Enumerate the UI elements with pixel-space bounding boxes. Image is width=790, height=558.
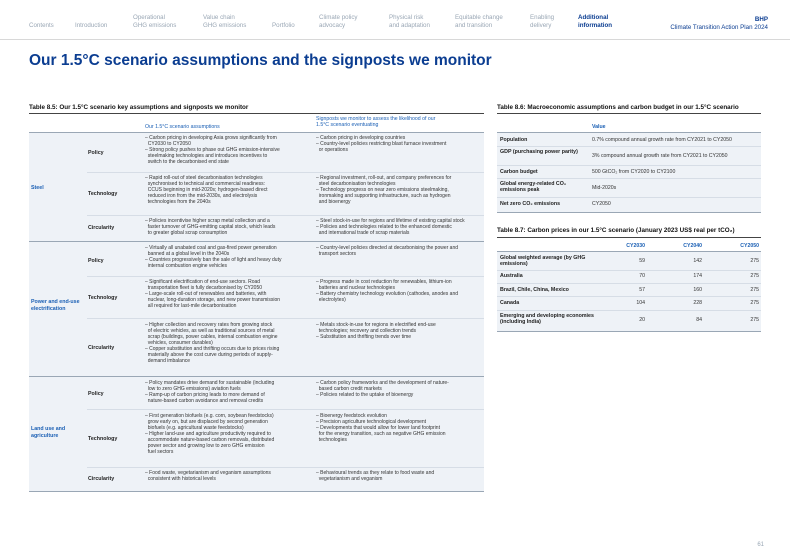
cell-line: transport sectors [316,251,357,258]
row-divider [87,409,484,410]
row-label: Net zero CO₂ emissions [500,201,561,207]
cell-line: to greater global scrap consumption [145,230,228,237]
row-divider [497,270,761,271]
table-rule [29,113,484,114]
row-value: 0.7% compound annual growth rate from CY2021 to CY2050 [592,137,732,143]
row-divider [497,146,761,147]
row-value: Mid-2020s [592,185,617,191]
cell-line: – Carbon policy frameworks and the development of nature- [316,380,449,386]
cell-line: or operations [316,147,348,154]
assumptions-cell [145,135,310,165]
cell-line: CCUS beginning in mid-2020s; hydrogen-based direct [145,187,268,194]
nav-item-value-chain-ghg[interactable] [203,14,246,29]
nav-item-enabling-delivery[interactable] [530,14,554,29]
nav-label: Physical risk [389,14,424,21]
page-number: 61 [757,542,764,548]
cell-value: 275 [750,273,759,279]
signposts-cell [316,413,486,443]
column-header-cy2040: CY2040 [683,243,702,249]
nav-label: Operational [133,14,165,21]
column-header-line: Signposts we monitor to assess the likelihood of our [316,116,436,122]
nav-label: GHG emissions [203,21,247,29]
cell-line: CY2030 to CY2050 [145,141,191,148]
cell-line: for the energy transition, such as negative GHG emission [316,431,446,438]
column-header-signposts [316,116,435,129]
cell-value: 160 [693,287,702,293]
category-steel: Steel [31,185,44,191]
column-header-line: 1.5°C scenario eventuating [316,122,379,129]
table-bottom [497,212,761,213]
row-label-technology: Technology [88,295,118,301]
nav-item-introduction[interactable] [75,22,107,30]
cell-line: – Battery chemistry technology evolution (cathodes, anodes and [316,291,459,298]
cell-line: nature-based carbon avoidance and removal credits [145,398,264,405]
row-value: 3% compound annual growth rate from CY2021 to CY2050 [592,153,728,159]
brand-block [670,16,768,31]
brand-name: BHP [754,16,768,23]
cell-line: – Virtually all unabated coal and gas-fired power generation [145,245,277,251]
cell-line: and bioenergy [316,199,351,206]
row-divider [87,172,484,173]
nav-label: Introduction [75,22,108,29]
row-divider [497,283,761,284]
cell-line: – Policies related to the uptake of bioenergy [316,392,414,399]
row-label: Carbon budget [500,169,538,175]
cell-line: low to zero GHG emissions) aviation fuels [145,386,241,393]
nav-label: Value chain [203,14,235,21]
cell-line: synchronised to technical and commercial readiness: [145,181,266,188]
cell-line: – Countries progressively ban the sale of light and heavy duty [145,257,282,264]
cell-value: 275 [750,300,759,306]
row-label: Global energy-related CO₂ emissions peak [500,181,567,194]
nav-item-physical-risk[interactable] [389,14,430,29]
cell-line: technologies from the 2040s [145,199,211,206]
signposts-cell [316,470,486,482]
group-divider [29,241,484,242]
assumptions-cell [145,175,310,205]
cell-value: 174 [693,273,702,279]
row-label: Global weighted average (by GHG emissions) [500,255,586,268]
cell-line: – Policies incentivise higher scrap metal collection and a [145,218,270,224]
cell-line: – Carbon pricing in developing countries [316,135,406,141]
nav-item-operational-ghg[interactable] [133,14,176,29]
cell-line: – Metals stock-in-use for regions in electrified end-use [316,322,436,328]
cell-line: – Bioenergy feedstock evolution [316,413,387,419]
cell-line: – Steel stock-in-use for regions and lifetime of existing capital stock [316,218,465,224]
cell-line: grow early on, but are displaced by second generation [145,419,268,426]
category-power: Power and end-use electrification [31,299,80,312]
cell-line: – First generation biofuels (e.g. corn, soybean feedstocks) [145,413,274,419]
nav-label: and adaptation [389,21,430,29]
assumptions-cell [145,322,310,364]
cell-value: 104 [636,300,645,306]
column-header-value: Value [592,124,606,130]
cell-line: power sector and growing low to zero GHG emission [145,443,265,450]
cell-line: banned at a global level in the 2040s [145,251,230,258]
row-divider [87,215,484,216]
cell-value: 57 [639,287,645,293]
cell-value: 275 [750,258,759,264]
cell-line: technologies [316,437,347,444]
cell-line: fuel sectors [145,449,174,456]
column-header-cy2030: CY2030 [626,243,645,249]
nav-item-equitable-change[interactable] [455,14,503,29]
row-divider [497,296,761,297]
row-value: 500 GtCO₂ from CY2020 to CY2100 [592,169,676,175]
cell-line: consistent with historical levels [145,476,216,483]
signposts-cell [316,380,486,398]
cell-line: – Substitution and thrifting trends over time [316,334,412,341]
nav-item-contents[interactable] [29,22,54,30]
cell-line: – Food waste, vegetarianism and veganism assumptions [145,470,271,476]
row-divider [497,178,761,179]
cell-line: of electric vehicles, as well as traditional sources of metal [145,328,275,335]
nav-label: delivery [530,21,552,29]
row-label-policy: Policy [88,391,104,397]
cell-line: – Regional investment, roll-out, and company preferences for [316,175,452,181]
row-label: Canada [500,300,520,306]
cell-line: – Country-level policies directed at decarbonising the power and [316,245,459,251]
assumptions-cell [145,245,310,269]
document-title: Climate Transition Action Plan 2024 [670,23,768,31]
cell-line: – Ramp-up of carbon pricing leads to more demand of [145,392,265,399]
table-8-6-title: Table 8.6: Macroeconomic assumptions and carbon budget in our 1.5°C scenario [497,104,739,111]
nav-label: advocacy [319,21,346,29]
row-label: Brazil, Chile, China, Mexico [500,287,569,293]
nav-label: information [578,21,613,29]
cell-line: ironmaking and supporting infrastructure, such as hydrogen [316,193,451,200]
cell-line: vehicles, consumer durables) [145,340,213,347]
row-label: GDP (purchasing power parity) [500,149,578,155]
table-rule [497,237,761,238]
cell-line: – Developments that would allow for lower land footprint [316,425,440,432]
cell-line: – Rapid roll-out of steel decarbonisation technologies [145,175,263,181]
cell-line: reduced iron from the mid-2030s, and electrolysis [145,193,258,200]
signposts-cell [316,218,486,236]
cell-line: – Technology progress on near zero emissions steelmaking, [316,187,449,194]
cell-line: – Progress made in cost reduction for renewables, lithium-ion [316,279,452,285]
cell-line: switch to the decarbonised end state [145,159,229,166]
cell-line: – Country-level policies restricting blast furnace investment [316,141,447,148]
category-land-use: Land use and agriculture [31,426,66,439]
nav-label: Climate policy [319,14,358,21]
cell-value: 275 [750,317,759,323]
row-label-circularity: Circularity [88,225,115,231]
group-divider [29,376,484,377]
cell-value: 70 [639,273,645,279]
row-label-policy: Policy [88,150,104,156]
cell-line: materially above the cost curve during periods of supply- [145,352,273,359]
cell-line: – Behavioural trends as they relate to food waste and [316,470,435,476]
top-navigation [0,0,790,40]
row-divider [497,310,761,311]
cell-line: internal combustion engine vehicles [145,263,227,270]
cell-line: – Large-scale roll-out of renewables and batteries, with [145,291,267,298]
cell-line: technologies; recovery and collection trends [316,328,417,335]
assumptions-cell [145,279,310,309]
nav-label: Additional [578,14,609,21]
signposts-cell [316,322,486,340]
page-title: Our 1.5°C scenario assumptions and the signposts we monitor [29,52,492,69]
cell-line: vegetarianism and veganism [316,476,383,483]
row-label-technology: Technology [88,436,118,442]
cell-value: 275 [750,287,759,293]
table-bottom [29,491,484,492]
table-rule [497,113,761,114]
column-header-assumptions: Our 1.5°C scenario assumptions [145,124,220,130]
assumptions-cell [145,218,310,236]
row-divider [87,276,484,277]
nav-label: Enabling [530,14,555,21]
cell-line: scrap (buildings, power cables, internal combustion engine [145,334,278,341]
cell-value: 142 [693,258,702,264]
row-label: Population [500,137,528,143]
row-label-circularity: Circularity [88,476,115,482]
cell-line: faster turnover of GHG-emitting capital stock, which leads [145,224,276,231]
cell-line: transportation fleet is fully decarbonised by CY2050 [145,285,263,292]
cell-value: 20 [639,317,645,323]
row-divider [87,318,484,319]
row-label: Emerging and developing economies (including India) [500,313,594,326]
cell-line: – Carbon pricing in developing Asia grows significantly from [145,135,277,141]
cell-line: biofuels (e.g. agricultural waste feedstocks) [145,425,244,432]
row-label: Australia [500,273,523,279]
cell-line: based carbon credit markets [316,386,382,393]
cell-value: 84 [696,317,702,323]
row-value: CY2050 [592,201,611,207]
row-label-technology: Technology [88,191,118,197]
nav-label: Equitable change [455,14,503,21]
row-label-circularity: Circularity [88,345,115,351]
assumptions-cell [145,470,310,482]
signposts-cell [316,245,486,257]
cell-line: accommodate nature-based carbon removals, distributed [145,437,275,444]
cell-line: and international trade of scrap materials [316,230,410,237]
signposts-cell [316,279,486,303]
row-divider [497,165,761,166]
nav-item-portfolio[interactable] [272,22,295,30]
cell-line: – Strong policy pushes to phase out GHG emission-intensive [145,147,280,154]
signposts-cell [316,175,486,205]
nav-label: Contents [29,22,54,29]
cell-line: electrolytes) [316,297,346,304]
cell-line: – Policies and technologies related to the enhanced domestic [316,224,452,231]
cell-value: 228 [693,300,702,306]
table-8-7-title: Table 8.7: Carbon prices in our 1.5°C scenario (January 2023 US$ real per tCO₂) [497,227,735,234]
column-header-cy2050: CY2050 [740,243,759,249]
signposts-cell [316,135,486,153]
nav-item-additional-information[interactable] [578,14,612,29]
nav-label: Portfolio [272,22,295,29]
cell-line: – Significant electrification of end-use sectors. Road [145,279,261,285]
cell-line: – Higher collection and recovery rates from growing stock [145,322,273,328]
assumptions-cell [145,380,310,404]
cell-line: steel decarbonisation technologies [316,181,396,188]
row-divider [87,467,484,468]
nav-label: and transition [455,21,493,29]
cell-line: all required for last-mile decarbonisation [145,303,237,310]
table-8-5-title: Table 8.5: Our 1.5°C scenario key assumptions and signposts we monitor [29,104,249,111]
cell-line: – Precision agriculture technological development [316,419,427,426]
nav-label: GHG emissions [133,21,177,29]
cell-line: – Copper substitution and thrifting occurs due to prices rising [145,346,280,353]
cell-line: – Higher land-use and agriculture productivity required to [145,431,271,438]
cell-line: nuclear, long-duration storage, and new power transmission [145,297,281,304]
cell-line: steelmaking technologies and introduces incentives to [145,153,268,160]
cell-value: 59 [639,258,645,264]
row-label-policy: Policy [88,258,104,264]
table-bottom [497,331,761,332]
cell-line: batteries and nuclear technologies [316,285,395,292]
cell-line: demand imbalance [145,358,191,365]
cell-line: – Policy mandates drive demand for sustainable (including [145,380,275,386]
assumptions-cell [145,413,310,455]
nav-item-climate-policy[interactable] [319,14,358,29]
row-divider [497,197,761,198]
